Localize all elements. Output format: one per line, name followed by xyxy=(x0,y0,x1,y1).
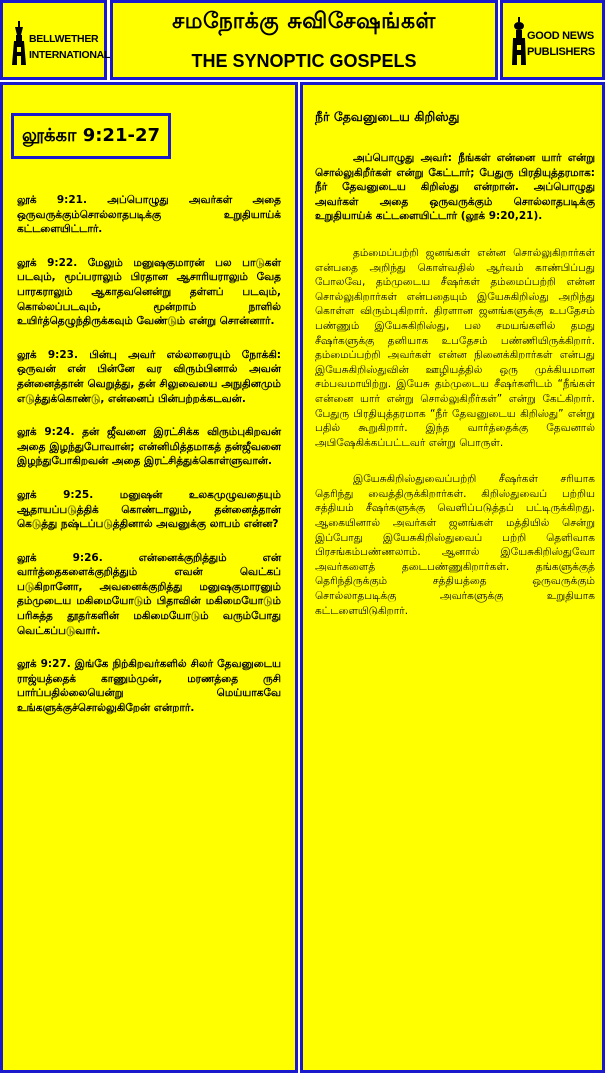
title-english: THE SYNOPTIC GOSPELS xyxy=(191,51,417,71)
bellwether-logo xyxy=(9,11,111,73)
right-logo-box xyxy=(500,0,605,80)
verse-9-25: லூக் 9:25. மனுஷன் உலகமுழுவதையும் ஆதாயப்படுத்திக் கொண்டாலும், தன்னைத்தான் கெடுத்து நஷ்டப்படுத்தினால் அவனுக்கு லாபம் என்ன? xyxy=(17,488,281,531)
verse-list xyxy=(17,193,281,735)
verse-9-24: லூக் 9:24. தன் ஜீவனை இரட்சிக்க விரும்புகிறவன் அதை இழந்துபோவான்; என்னிமித்தமாகத் தன்ஜீவனை இழந்துபோகிறவன் அதை இரட்சித்துக்கொள்ளுவான். xyxy=(17,426,281,468)
verse-9-27: லூக் 9:27. இங்கே நிற்கிறவர்களில் சிலர் தேவனுடைய ராஜ்யத்தைக் காணும்முன், மரணத்தை ருசி பார்ப்பதில்லையென்று மெய்யாகவே உங்களுக்குச்சொல்லுகிறேன் என்றார். xyxy=(17,658,281,715)
commentary-column xyxy=(300,82,605,1073)
header-title-box xyxy=(110,0,498,80)
lamp-icon xyxy=(511,17,527,65)
title-tamil: சமநோக்கு சுவிசேஷங்கள் xyxy=(172,9,436,34)
bellwether-logo-text: BELLWETHER INTERNATIONAL xyxy=(29,33,111,61)
verse-9-23: லூக் 9:23. பின்பு அவர் எல்லாரையும் நோக்கி: ஒருவன் என் பின்னே வர விரும்பினால் அவன் தன்னைத்தான் வெறுத்து, தன் சிலுவையை அநுதினமும் எடுத்துக்கொண்டு, என்னைப் பின்பற்றக்கடவன். xyxy=(17,348,281,405)
tower-icon xyxy=(11,21,27,65)
commentary-lead: அப்பொழுது அவர்: நீங்கள் என்னை யார் என்று சொல்லுகிறீர்கள் என்று கேட்டார்; பேதுரு பிரதியுத்தரமாக: நீர் தேவனுடைய கிறிஸ்து என்றான். அப்பொழுது அவர்கள் அதை ஒருவருக்கும் சொல்லாதபடிக்கு உறுதியாய்க் கட்டளையிட்டார் (லூக் 9:20,21). xyxy=(315,152,595,223)
commentary-heading: நீர் தேவனுடைய கிறிஸ்து xyxy=(315,109,460,124)
verse-9-22: லூக் 9:22. மேலும் மனுஷகுமாரன் பல பாடுகள் படவும், மூப்பராலும் பிரதான ஆசாரியராலும் வேத பாரகராலும் ஆகாதவனென்று தள்ளப் படவும், கொல்லப்படவும், மூன்றாம் நாளில் உயிர்த்தெழுந்திருக்கவும் வேண்டும் என்று சொன்னார். xyxy=(17,256,281,328)
verses-column xyxy=(0,82,298,1073)
commentary-body xyxy=(315,151,595,640)
left-logo-box xyxy=(0,0,111,80)
commentary-paragraph: இயேசுகிறிஸ்துவைப்பற்றி சீஷர்கள் சரியாக தெரிந்து வைத்திருக்கிறார்கள். கிறிஸ்துவைப் பற்றிய சத்தியம் சீஷர்களுக்கு வெளிப்படுத்தப் பட்டிருக்கிறது. ஆகையினால் அவர்கள் ஜனங்கள் மத்தியில் சென்று இப்போது இயேசுகிறிஸ்துவைப் பற்றி தெளிவாக பிரசங்கம்பண்ணலாம். ஆனால் இயேசுகிறிஸ்துவோ அவர்களைத் தடைபண்ணுகிறார்கள். தங்களுக்குத் தெரிந்திருக்கும் சத்தியத்தை ஒருவருக்கும் சொல்லாதபடிக்கு அவர்களுக்கு உறுதியாக கட்டளையிடுகிறார். xyxy=(315,473,595,617)
commentary-paragraph: தம்மைப்பற்றி ஜனங்கள் என்ன சொல்லுகிறார்கள் என்பதை அறிந்து கொள்வதில் ஆர்வம் காண்பிப்பது போலவே, தம்முடைய சீஷர்கள் தம்மைப்பற்றி என்ன சொல்லுகிறார்கள் என்பதையும் இயேசுகிறிஸ்து அறிந்து கொள்ள விரும்புகிறார். திரளான ஜனங்களுக்கு உபதேசம் பண்ணும் இயேசுகிறிஸ்து, பல சமயங்களில் தமது சீஷர்களுக்கு தனியாக உபதேசம் பண்ணியிருக்கிறார். தம்மைப்பற்றி அவர்கள் என்ன நினைக்கிறார்கள் என்பது இயேசுகிறிஸ்துவின் ஊழியத்தில் ஒரு முக்கியமான சம்பவமாயிற்று. இயேசு தம்முடைய சீஷர்களிடம் “நீங்கள் என்னை யார் என்று சொல்லுகிறீர்கள்” என்று கேட்கிறார். பேதுரு பிரதியுத்தரமாக “நீர் தேவனுடைய கிறிஸ்து” என்று பதில் கூறுகிறார். இந்த வார்த்தைக்கு தேவனால் அபிஷேகிக்கப்பட்டவர் என்று பொருள். xyxy=(315,246,595,449)
good-news-logo-text: GOOD NEWS PUBLISHERS xyxy=(527,30,595,58)
good-news-logo xyxy=(509,11,601,73)
scripture-reference-box xyxy=(11,113,171,159)
scripture-reference: லூக்கா 9:21-27 xyxy=(21,125,160,146)
verse-9-21: லூக் 9:21. அப்பொழுது அவர்கள் அதை ஒருவருக்கும்சொல்லாதபடிக்கு உறுதியாய்க் கட்டளையிட்டார். xyxy=(17,194,281,236)
verse-9-26: லூக் 9:26. என்னைக்குறித்தும் என் வார்த்தைகளைக்குறித்தும் எவன் வெட்கப் படுகிறானோ, அவனைக்குறித்து மனுஷகுமாரனும் தம்முடைய மகிமையோடும் பிதாவின் மகிமையோடும் பரிசுத்த தூதர்களின் மகிமையோடும் வரும்போது வெட்கப்படுவார். xyxy=(17,551,281,637)
